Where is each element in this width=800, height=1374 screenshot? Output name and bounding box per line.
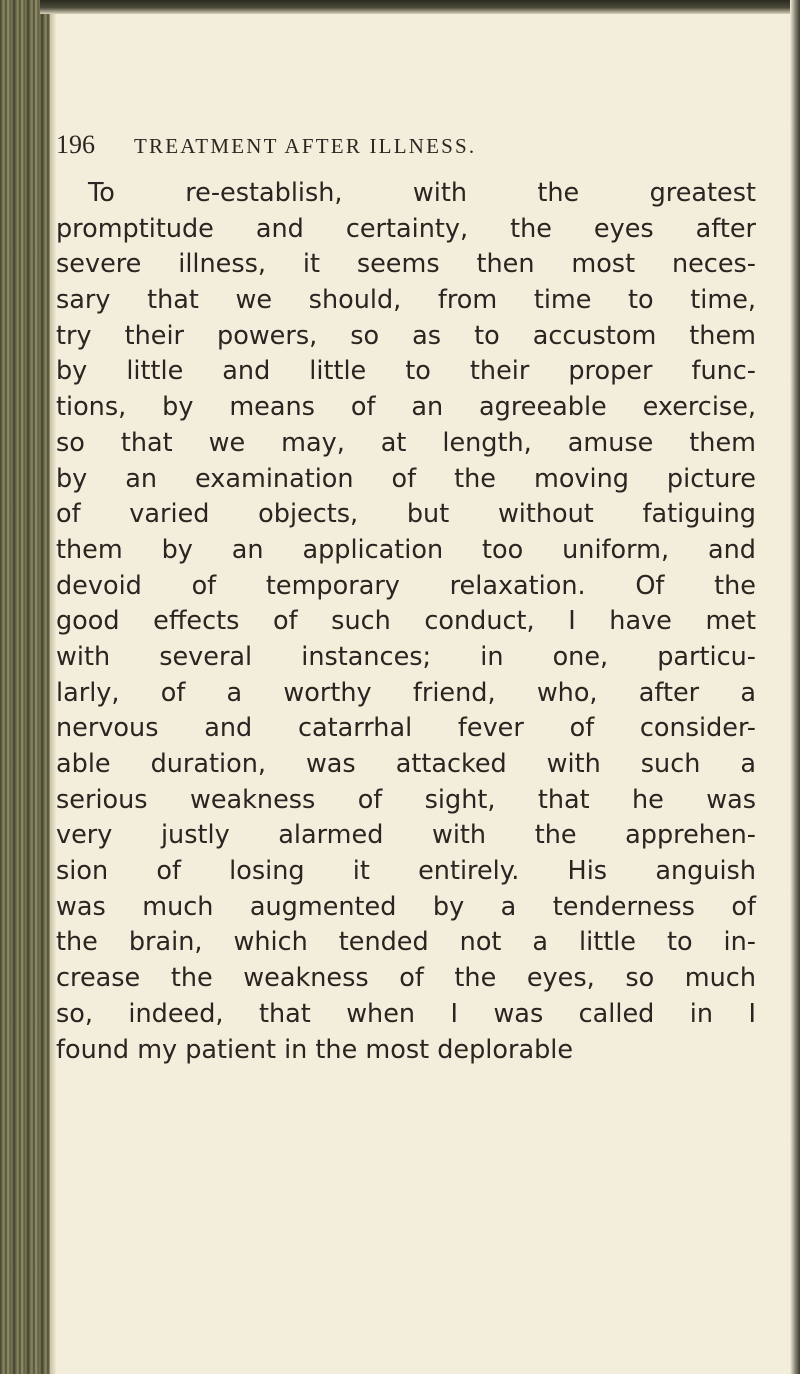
text-line: by little and little to their proper func- [56, 356, 756, 387]
text-line: devoid of temporary relaxation. Of the [56, 570, 756, 601]
text-line: serious weakness of sight, that he was [56, 784, 756, 815]
running-head: TREATMENT AFTER ILLNESS. [134, 134, 477, 158]
body-text [56, 176, 756, 1068]
book-spine [0, 0, 50, 1374]
text-line: good effects of such conduct, I have met [56, 606, 756, 637]
page-right-edge [790, 0, 800, 1374]
text-line: promptitude and certainty, the eyes after [56, 213, 756, 244]
text-line: them by an application too uniform, and [56, 534, 756, 565]
text-line: severe illness, it seems then most neces- [56, 249, 756, 280]
text-line: tions, by means of an agreeable exercise, [56, 392, 756, 423]
text-line: was much augmented by a tenderness of [56, 891, 756, 922]
text-line: the brain, which tended not a little to in- [56, 927, 756, 958]
text-line: To re-establish, with the greatest [88, 178, 756, 208]
text-line: sion of losing it entirely. His anguish [56, 856, 756, 887]
text-line: try their powers, so as to accustom them [56, 320, 756, 351]
text-line: so that we may, at length, amuse them [56, 427, 756, 458]
text-line: found my patient in the most deplorable [56, 1034, 574, 1065]
page-top-edge [40, 0, 800, 14]
text-line: very justly alarmed with the apprehen- [56, 820, 756, 851]
text-line: of varied objects, but without fatiguing [56, 499, 756, 530]
text-line: able duration, was attacked with such a [56, 749, 756, 779]
text-line: nervous and catarrhal fever of consider- [56, 713, 756, 744]
text-line: larly, of a worthy friend, who, after a [56, 677, 756, 708]
page-number: 196 [56, 130, 95, 159]
text-line: with several instances; in one, particu- [56, 641, 756, 672]
book-page [56, 14, 790, 1374]
text-line: by an examination of the moving picture [56, 463, 756, 494]
text-line: crease the weakness of the eyes, so much [56, 963, 756, 994]
text-line: sary that we should, from time to time, [56, 285, 756, 316]
text-line: so, indeed, that when I was called in I [56, 998, 756, 1029]
